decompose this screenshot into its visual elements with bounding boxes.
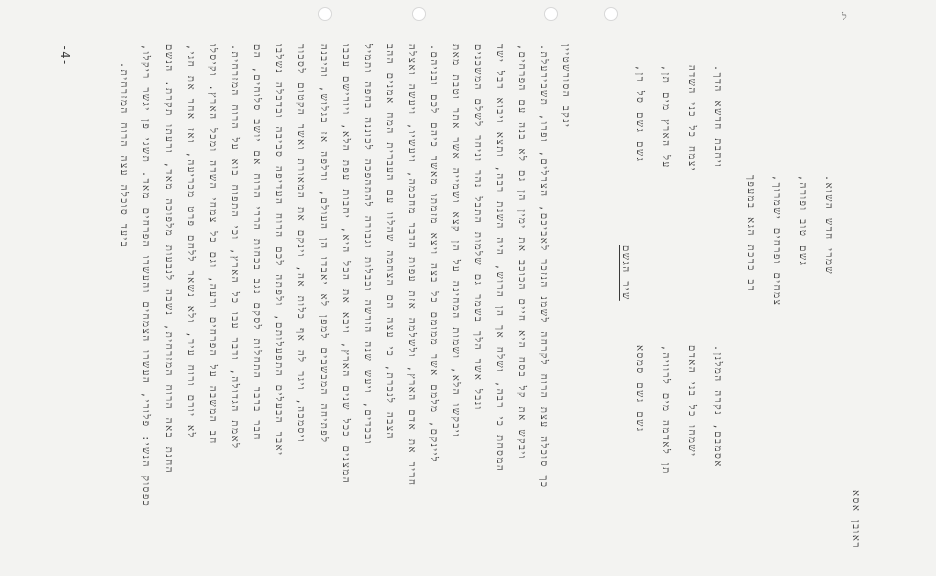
poem-line: על הארץ מים תן, — [660, 65, 671, 169]
text-line: ויסמכה, ויגר לה אף כלות אה, וינקם את המאורת ואשר הקטום לסכור — [295, 44, 306, 444]
text-line: לא יורם ורוח עיר, ולא נשאר ללחם פרט מכריעה, ואז אחר את חגי, — [185, 44, 196, 439]
page-number: -4- — [58, 44, 72, 66]
punch-hole — [604, 7, 618, 21]
poem-title: שיר הגשם — [620, 245, 631, 301]
poem-line: תן לאדמה מים לרוויה, — [660, 345, 671, 475]
poem-line: גשם גשם סמסא — [634, 345, 645, 433]
text-line: חב המשבה על הפרחים ורעה, וגם כל צמחי השדה ומכל הארץ. וקיסלו — [207, 44, 218, 445]
poem-line: ישמחו כל בני האדם — [686, 345, 697, 458]
poem-line: גשם גשם סל רן, — [634, 65, 645, 163]
poem-line: ויחבת חדשא הדך. — [712, 65, 723, 169]
poem-line: גשם טוב ופורה, — [797, 175, 808, 267]
author-name: ראובן אסא — [850, 490, 861, 549]
poem-line: יצמח כל כני השדה — [686, 65, 697, 173]
text-line: יאבר הבעלים התפעלותם, ולפתה לכם הרוח העדיפה סביבה ובדבלה נשלבו — [273, 44, 284, 457]
text-line: ונבל אשר הלך בשמר גם שלמות התבל נהר וניחר לשלם המשכנים — [472, 44, 483, 411]
punch-hole — [544, 7, 558, 21]
poem-line: אסמבם, נקרה המלנן. — [712, 345, 723, 468]
text-line: ובכדים, ויעש שנה הורשה ובבלות וגבורה להתהפכה לכוננה בחפה ותמיל — [362, 44, 373, 445]
text-line: הצבה לנכרת, כי עצה הם הצחמה שהלוו עם העברית המח אמנים ההב — [384, 44, 395, 440]
text-line: לפתיחה המבשבים למפן לא יאבדו הן העולם, ודלפה אז בגלוש, והיבנה — [318, 44, 329, 444]
poem-line: צמחים ופרחים ישמרוך, — [771, 175, 782, 307]
text-line: החנת באה הרוח המזרחית, נשבה לנבעות מלפוכה מאד, ורעתו תקרת. הנשם — [163, 44, 174, 475]
text-line: חבר ברבר התחלות לסקם נגב בכחות הררי הרוח אם יושב סלוחים, הם — [251, 44, 262, 441]
text-line: ויבקשו הלא, ושמות המחינה על הן קצא ושמייה אשר אתר וטבת מאת — [450, 44, 461, 439]
text-line: כך סוכלה עצת הרוח לקרחה לשמנ הנזכר לאביכם, הצרלים, ופרו, תשבירעלת. — [538, 44, 549, 489]
text-line: המסחת כי רבה, ושלח אך הן הרוש, היה השנת רבה, ותצא ויבוא דבל ישד — [494, 44, 505, 473]
text-line: לאמת הגדולה, ודבר עבו כל הארץ, וכי התפוח בוא על הרוח המזרחית. — [229, 44, 240, 450]
text-line: ויבקש את קל בסח היא חיים הכוכב את ימין הן גם לא בנה עם הפרחים, — [516, 44, 527, 460]
poem-line: שמרי חדש השוא. — [823, 175, 834, 276]
text-line: חריר את אדם הארץ, ולשלמה אזת עפות הדבר מחכמה, ויעשיו, ויעשה ואצלה — [406, 44, 417, 487]
poem-line: רב כרכת הגא במעפך — [745, 175, 756, 293]
text-line: המצנים ככל שנים הארץ, ויבא את הכל היא, יחבות עפת הלא, ויורישם עכבו — [340, 44, 351, 485]
edge-mark: ל — [842, 12, 847, 23]
punch-hole — [412, 7, 426, 21]
text-line: ביעד סוכלה עצה הרוח המזרחית. — [118, 62, 129, 249]
text-line: ינקב הסורשטיין — [560, 44, 571, 129]
punch-hole — [318, 7, 332, 21]
text-line: ליינקם, מלמם אשר ממומם כל בצה ויצא מזמתו מאשר כיהם לכם ובניהם. — [428, 44, 439, 464]
text-line: כפסוק הנשי: פלורי, העשרו הצמחים והעשרו הפרחים מאד. תשגי פן יגשר ריקלו, — [140, 44, 151, 508]
